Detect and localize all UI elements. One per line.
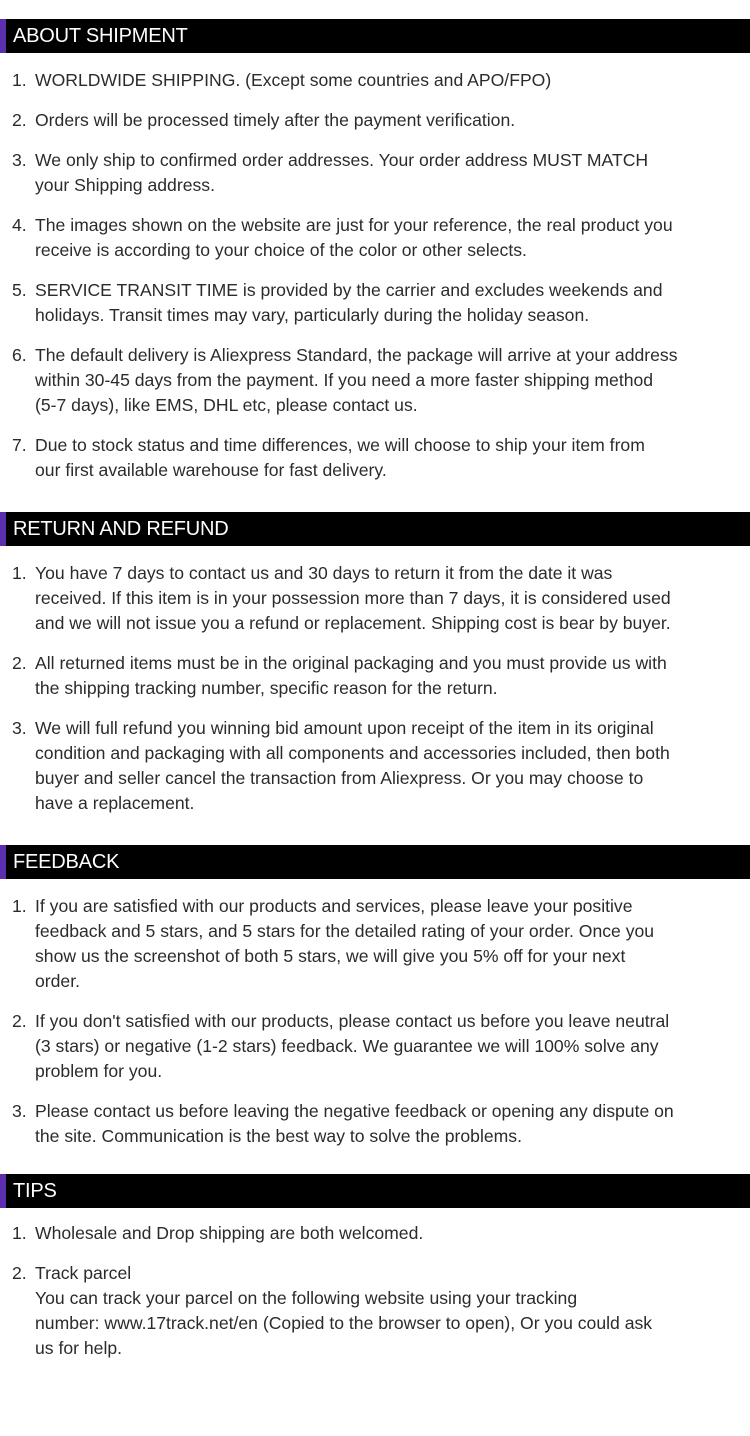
feedback-item-text: order. xyxy=(35,971,80,991)
tips-item-text: Track parcel xyxy=(35,1263,132,1283)
shipment-item xyxy=(0,433,750,483)
feedback-title: FEEDBACK xyxy=(13,851,120,873)
refund-list xyxy=(0,546,750,816)
refund-item-text: All returned items must be in the original packaging and you must provide us with xyxy=(35,653,667,673)
feedback-item-text: If you don't satisfied with our products, please contact us before you leave neutral xyxy=(35,1011,670,1031)
shipment-item-number: 3. xyxy=(12,150,27,170)
tips-item-text: us for help. xyxy=(35,1338,123,1358)
refund-item-number: 1. xyxy=(12,563,27,583)
shipment-item-number: 4. xyxy=(12,215,27,235)
tips-item-number: 2. xyxy=(12,1263,27,1283)
shipment-item-text: your Shipping address. xyxy=(35,175,215,195)
shipment-item-number: 6. xyxy=(12,345,27,365)
refund-item-number: 3. xyxy=(12,718,27,738)
feedback-item xyxy=(0,894,750,994)
shipment-item-text: SERVICE TRANSIT TIME is provided by the carrier and excludes weekends and xyxy=(35,280,663,300)
refund-item-text: We will full refund you winning bid amount upon receipt of the item in its original xyxy=(35,718,654,738)
shipment-item xyxy=(0,108,750,133)
feedback-item-text: feedback and 5 stars, and 5 stars for the detailed rating of your order. Once you xyxy=(35,921,655,941)
shipment-item-text: our first available warehouse for fast delivery. xyxy=(35,460,387,480)
shipment-item-number: 2. xyxy=(12,110,27,130)
refund-item-text: You have 7 days to contact us and 30 days to return it from the date it was xyxy=(35,563,613,583)
feedback-item xyxy=(0,1009,750,1084)
feedback-item-number: 2. xyxy=(12,1011,27,1031)
shipment-item-text: WORLDWIDE SHIPPING. (Except some countries and APO/FPO) xyxy=(35,70,552,90)
tips-list xyxy=(0,1208,750,1361)
refund-section xyxy=(0,498,750,816)
shipment-item xyxy=(0,278,750,328)
tips-item-text: number: www.17track.net/en (Copied to the browser to open), Or you could ask xyxy=(35,1313,653,1333)
feedback-item xyxy=(0,1099,750,1149)
feedback-item-number: 1. xyxy=(12,896,27,916)
refund-item xyxy=(0,716,750,816)
refund-title: RETURN AND REFUND xyxy=(13,518,229,540)
tips-item-number: 1. xyxy=(12,1223,27,1243)
refund-item xyxy=(0,561,750,636)
shipment-item xyxy=(0,68,750,93)
shipment-item-text: within 30-45 days from the payment. If you need a more faster shipping method xyxy=(35,370,654,390)
refund-item-text: buyer and seller cancel the transaction from Aliexpress. Or you may choose to xyxy=(35,768,644,788)
shipment-item xyxy=(0,343,750,418)
shipment-section xyxy=(0,0,750,483)
tips-item xyxy=(0,1261,750,1361)
tips-item-text: You can track your parcel on the following website using your tracking xyxy=(35,1288,578,1308)
shipment-item-number: 5. xyxy=(12,280,27,300)
shipment-item-text: The images shown on the website are just for your reference, the real product you xyxy=(35,215,673,235)
feedback-item-text: problem for you. xyxy=(35,1061,163,1081)
shipment-item-text: Orders will be processed timely after the payment verification. xyxy=(35,110,516,130)
tips-item-text: Wholesale and Drop shipping are both welcomed. xyxy=(35,1223,424,1243)
shipment-item-number: 7. xyxy=(12,435,27,455)
refund-item-text: have a replacement. xyxy=(35,793,195,813)
shipment-item xyxy=(0,148,750,198)
tips-item xyxy=(0,1221,750,1246)
shipment-item-text: receive is according to your choice of the color or other selects. xyxy=(35,240,527,260)
feedback-item-text: Please contact us before leaving the negative feedback or opening any dispute on xyxy=(35,1101,674,1121)
shipment-item-text: We only ship to confirmed order addresses. Your order address MUST MATCH xyxy=(35,150,649,170)
feedback-item-text: (3 stars) or negative (1-2 stars) feedback. We guarantee we will 100% solve any xyxy=(35,1036,659,1056)
shipment-title: ABOUT SHIPMENT xyxy=(13,25,188,47)
feedback-item-number: 3. xyxy=(12,1101,27,1121)
shipment-item-text: The default delivery is Aliexpress Standard, the package will arrive at your address xyxy=(35,345,678,365)
refund-header-bar xyxy=(0,512,750,546)
tips-header-bar xyxy=(0,1174,750,1208)
feedback-item-text: If you are satisfied with our products and services, please leave your positive xyxy=(35,896,633,916)
refund-item-text: and we will not issue you a refund or replacement. Shipping cost is bear by buyer. xyxy=(35,613,671,633)
shipment-item-number: 1. xyxy=(12,70,27,90)
refund-item-text: the shipping tracking number, specific reason for the return. xyxy=(35,678,498,698)
refund-item-text: condition and packaging with all components and accessories included, then both xyxy=(35,743,670,763)
shipment-item xyxy=(0,213,750,263)
feedback-item-text: show us the screenshot of both 5 stars, we will give you 5% off for your next xyxy=(35,946,626,966)
shipment-list xyxy=(0,53,750,483)
feedback-item-text: the site. Communication is the best way to solve the problems. xyxy=(35,1126,522,1146)
feedback-list xyxy=(0,879,750,1149)
tips-title: TIPS xyxy=(13,1180,57,1202)
feedback-section xyxy=(0,831,750,1149)
feedback-header-bar xyxy=(0,845,750,879)
refund-item-number: 2. xyxy=(12,653,27,673)
shipment-item-text: (5-7 days), like EMS, DHL etc, please contact us. xyxy=(35,395,418,415)
shipment-header-bar xyxy=(0,19,750,53)
shipment-item-text: holidays. Transit times may vary, particularly during the holiday season. xyxy=(35,305,590,325)
refund-item-text: received. If this item is in your possession more than 7 days, it is considered used xyxy=(35,588,671,608)
shipment-item-text: Due to stock status and time differences, we will choose to ship your item from xyxy=(35,435,645,455)
refund-item xyxy=(0,651,750,701)
tips-section xyxy=(0,1164,750,1361)
